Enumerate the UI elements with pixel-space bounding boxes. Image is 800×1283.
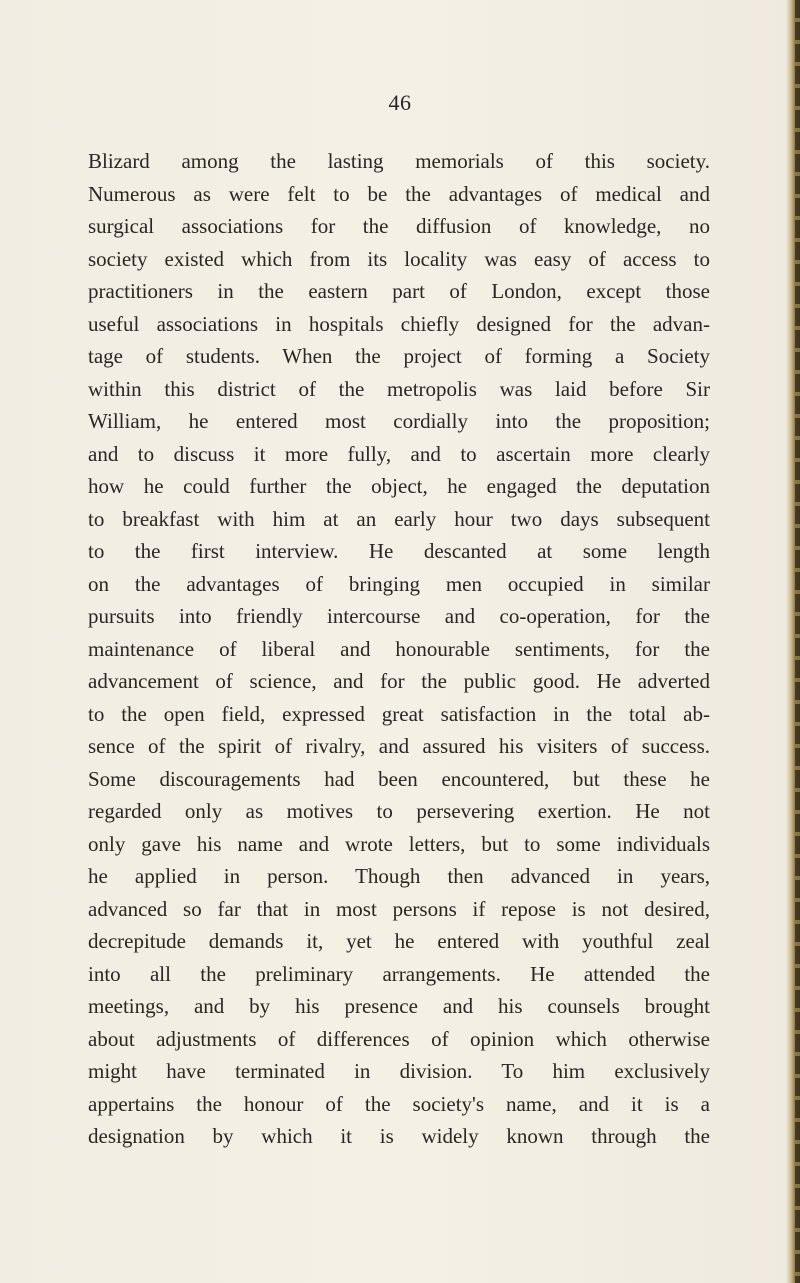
text-line: within this district of the metropolis was laid before Sir [88, 376, 710, 401]
text-line: practitioners in the eastern part of London, except those [88, 279, 710, 303]
text-line: sence of the spirit of rivalry, and assured his visiters of success. [88, 734, 710, 758]
body-text [88, 145, 710, 1153]
text-line: might have terminated in division. To him exclusively [88, 1059, 710, 1083]
text-line: William, he entered most cordially into the proposition; [88, 409, 710, 433]
text-line: appertains the honour of the society's name, and it is a [88, 1091, 710, 1116]
text-line: to the open field, expressed great satisfaction in the total ab- [88, 701, 710, 726]
text-line: he applied in person. Though then advanced in years, [88, 864, 710, 888]
text-line: decrepitude demands it, yet he entered with youthful zeal [88, 929, 710, 953]
text-line: Blizard among the lasting memorials of this society. [88, 149, 710, 173]
text-line: to the first interview. He descanted at some length [88, 539, 710, 563]
text-line: maintenance of liberal and honourable sentiments, for the [88, 636, 710, 661]
text-line: advanced so far that in most persons if repose is not desired, [88, 896, 710, 921]
text-line: society existed which from its locality was easy of access to [88, 246, 710, 271]
text-line: into all the preliminary arrangements. He attended the [88, 961, 710, 986]
text-line: designation by which it is widely known through the [88, 1124, 710, 1148]
text-line: surgical associations for the diffusion of knowledge, no [88, 214, 710, 238]
text-line: on the advantages of bringing men occupied in similar [88, 571, 710, 596]
text-line: Some discouragements had been encountered, but these he [88, 766, 710, 791]
page-number: 46 [388, 90, 412, 115]
text-line: tage of students. When the project of forming a Society [88, 344, 710, 368]
text-line: how he could further the object, he engaged the deputation [88, 474, 710, 498]
text-line: pursuits into friendly intercourse and co-operation, for the [88, 604, 710, 628]
text-line: regarded only as motives to persevering exertion. He not [88, 799, 710, 823]
text-line: and to discuss it more fully, and to ascertain more clearly [88, 441, 710, 466]
text-line: meetings, and by his presence and his counsels brought [88, 994, 710, 1018]
page-binding-edge [786, 0, 800, 1283]
text-line: about adjustments of differences of opinion which otherwise [88, 1026, 710, 1051]
text-line: to breakfast with him at an early hour two days subsequent [88, 506, 710, 531]
text-line: advancement of science, and for the public good. He adverted [88, 669, 710, 693]
text-line: only gave his name and wrote letters, but to some individuals [88, 831, 710, 856]
text-line: Numerous as were felt to be the advantages of medical and [88, 181, 710, 206]
text-line: useful associations in hospitals chiefly designed for the advan- [88, 311, 710, 336]
